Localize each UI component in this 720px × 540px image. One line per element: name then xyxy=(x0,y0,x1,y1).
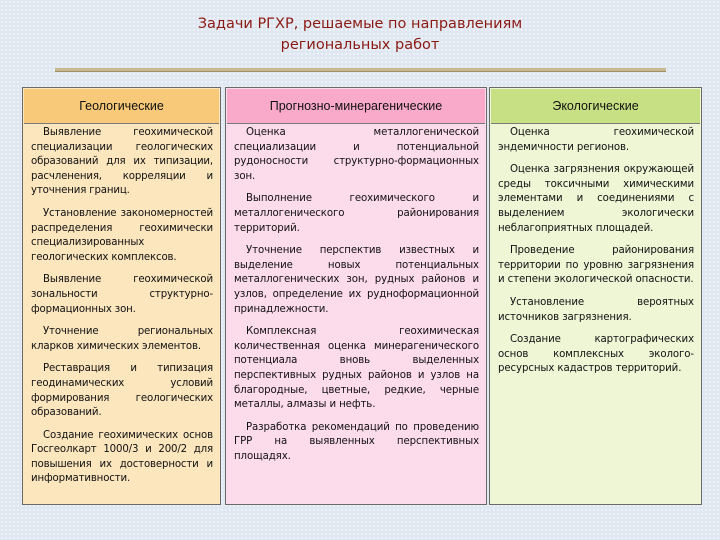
slide-title xyxy=(0,14,720,56)
column-body-forecast-minerageny xyxy=(234,126,479,472)
task-item: Уточнение перспектив известных и выделение новых потенциальных металлогенических зон, рудных районов и узлов, определение их рудноформационной принадлежности. xyxy=(234,245,479,315)
task-item: Создание картографических основ комплексных эколого-ресурсных кадастров территорий. xyxy=(498,334,694,375)
task-item: Разработка рекомендаций по проведению ГРР на выявленных перспективных площадях. xyxy=(234,421,479,462)
task-item: Оценка геохимической эндемичности регионов. xyxy=(498,127,694,153)
column-header-ecological: Экологические xyxy=(491,89,700,124)
title-divider xyxy=(55,68,666,72)
task-item: Выполнение геохимического и металлогенического районирования территорий. xyxy=(234,193,479,234)
column-body-ecological xyxy=(498,126,694,385)
task-item: Реставрация и типизация геодинамических условий формирования геологических образований. xyxy=(31,363,213,419)
task-item: Установление закономерностей распределения геохимически специализированных геологических комплексов. xyxy=(31,207,213,263)
task-item: Проведение районирования территории по уровню загрязнения и степени экологической опасности. xyxy=(498,245,694,286)
task-item: Комплексная геохимическая количественная оценка минерагенического потенциала вновь выделенных перспективных рудных районов и узлов на благородные, цветные, редкие, черные металлы, алмазы и нефть. xyxy=(234,326,479,411)
task-item: Уточнение региональных кларков химических элементов. xyxy=(31,326,213,352)
column-body-geological xyxy=(31,126,213,495)
task-item: Установление вероятных источников загрязнения. xyxy=(498,296,694,323)
column-ecological xyxy=(489,87,702,505)
column-geological xyxy=(22,87,221,505)
slide-title-line-2: региональных работ xyxy=(280,37,440,53)
slide-title-line-1: Задачи РГХР, решаемые по направлениям xyxy=(197,16,523,32)
column-header-forecast-minerageny: Прогнозно-минерагенические xyxy=(227,89,485,124)
task-item: Выявление геохимической зональности структурно-формационных зон. xyxy=(31,274,213,315)
column-header-geological: Геологические xyxy=(24,89,219,124)
task-item: Оценка загрязнения окружающей среды токсичными химическими элементами и соединениями с выделением экологически неблагоприятных площадей. xyxy=(498,164,694,234)
task-item: Выявление геохимической специализации геологических образований для их типизации, расчленения, корреляции и уточнения границ. xyxy=(31,127,213,197)
task-item: Оценка металлогенической специализации и потенциальной рудоносности структурно-формационных зон. xyxy=(234,127,479,182)
column-forecast-minerageny xyxy=(225,87,487,505)
task-item: Создание геохимических основ Госгеолкарт 1000/3 и 200/2 для повышения их достоверности и информативности. xyxy=(31,429,213,485)
